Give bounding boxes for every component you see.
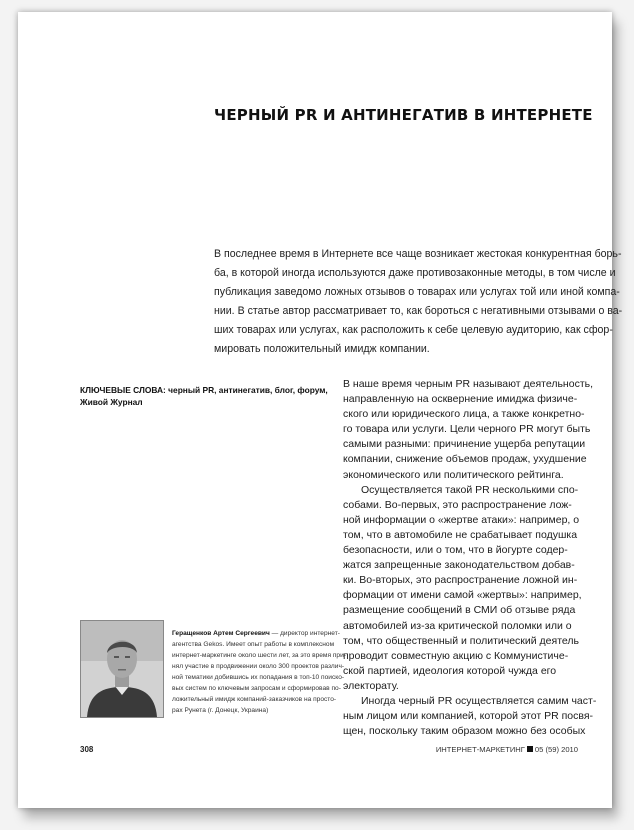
author-portrait-image [81, 621, 163, 717]
body-line: том, что в автомобиле не срабатывает подушка [343, 528, 578, 541]
body-line: формации от имени самой «жертвы»: например, [343, 589, 582, 602]
body-line: жатся запрещенные законодательством добав- [343, 559, 575, 572]
bio-line [172, 628, 340, 639]
body-line: электорату. [343, 679, 399, 692]
body-line: проводит совместную акцию с Коммунистиче- [343, 649, 569, 662]
author-photo [80, 620, 164, 718]
bio-line: нял участие в продвижении около 300 проектов различ- [172, 663, 345, 670]
body-line: Осуществляется такой PR несколькими спо- [361, 483, 579, 496]
square-bullet-icon [527, 746, 533, 752]
body-line: автомобилей из-за критической поломки или о [343, 619, 572, 632]
body-line: Иногда черный PR осуществляется самим част- [361, 694, 597, 707]
abstract-line: нии. В статье автор рассматривает то, как бороться с негативными отзывами о ва- [214, 305, 623, 317]
article-abstract [214, 245, 623, 359]
body-line: ным лицом или компанией, которой этот PR посвя- [343, 710, 594, 723]
keywords-label: КЛЮЧЕВЫЕ СЛОВА: [80, 385, 166, 395]
journal-name: ИНТЕРНЕТ-МАРКЕТИНГ [435, 745, 525, 754]
body-line: экономического или политического рейтинга. [343, 468, 564, 481]
journal-issue: 05 (59) 2010 [534, 745, 578, 754]
body-line: ки. Во-вторых, это распространение ложной ин- [343, 574, 578, 587]
body-line: ской партией, идеология которой чужда его [343, 664, 557, 677]
journal-footer [436, 745, 578, 754]
abstract-line: В последнее время в Интернете все чаще возникает жестокая конкурентная борь- [214, 248, 622, 260]
keywords-line: черный PR, антинегатив, блог, форум, [165, 385, 328, 395]
body-line: го товара или услуги. Цели черного PR могут быть [343, 423, 591, 436]
abstract-line: ба, в которой иногда используются даже противозаконные методы, в том числе и [214, 267, 616, 279]
body-line: самыми разными: причинение ущерба репутации [343, 438, 586, 451]
body-line: ского или юридического лица, а также конкретно- [343, 408, 585, 421]
bio-line: агентства Gekos. Имеет опыт работы в комплексном [172, 641, 335, 648]
abstract-line: мировать положительный имидж компании. [214, 343, 430, 355]
body-line: том, что общественный и политический деятель [343, 634, 579, 647]
article-body [343, 377, 597, 739]
body-line: компании, снижение объемов продаж, ухудшение [343, 453, 587, 466]
keywords-line: Живой Журнал [80, 397, 143, 407]
abstract-line: ших товарах или услугах, как расположить к себе целевую аудиторию, как сфор- [214, 324, 613, 336]
magazine-page [18, 12, 623, 808]
body-line: безопасности, или о том, что в йогурте содер- [343, 544, 568, 557]
body-line: В наше время черным PR называют деятельность, [343, 378, 594, 390]
bio-line: рах Рунета (г. Донецк, Украина) [172, 707, 269, 714]
body-line: направленную на осквернение имиджа физиче- [343, 393, 578, 406]
keywords-block [80, 384, 330, 408]
bio-line: интернет-маркетинге около шести лет, за это время при- [172, 652, 346, 659]
article-title: ЧЕРНЫЙ PR И АНТИНЕГАТИВ В ИНТЕРНЕТЕ [214, 106, 593, 124]
bio-first: — директор интернет- [269, 630, 340, 637]
abstract-line: публикация заведомо ложных отзывов о товарах или услугах той или иной компа- [214, 286, 620, 298]
page-number: 308 [80, 745, 94, 754]
bio-line: ной тематики добившись их попадания в топ-10 поиско- [172, 674, 345, 681]
bio-line: вых систем по ключевым запросам и сформировав по- [172, 685, 341, 692]
body-line: ной информации о «жертве атаки»: например, о [343, 513, 580, 526]
author-bio [172, 628, 346, 716]
body-line: собами. Во-первых, это распространение лож- [343, 498, 572, 511]
body-line: размещение сообщений в СМИ об отзыве ряда [343, 604, 576, 617]
bio-line: ложительный имидж компаний-заказчиков на просто- [172, 696, 337, 703]
author-name: Геращенков Артем Сергеевич [172, 630, 270, 637]
body-line: щен, поскольку таким образом можно без особых [343, 725, 586, 738]
